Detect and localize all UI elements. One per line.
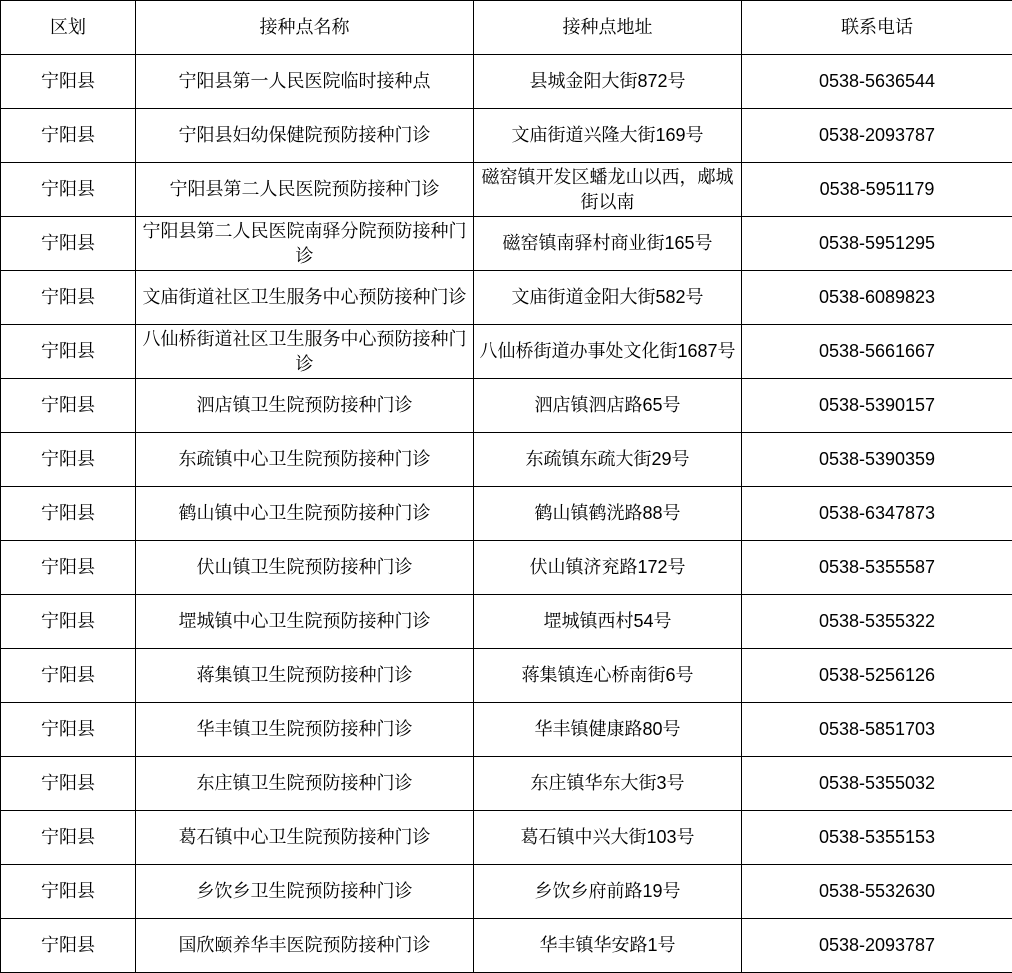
table-body [1, 55, 1012, 973]
cell-address: 伏山镇济兖路172号 [474, 541, 742, 595]
header-site-address: 接种点地址 [474, 1, 742, 55]
table-row [1, 433, 1012, 487]
cell-district: 宁阳县 [1, 595, 136, 649]
cell-site-name: 国欣颐养华丰医院预防接种门诊 [136, 919, 474, 973]
cell-site-name: 葛石镇中心卫生院预防接种门诊 [136, 811, 474, 865]
table-row [1, 541, 1012, 595]
cell-address: 磁窑镇开发区蟠龙山以西，郕城街以南 [474, 163, 742, 217]
cell-address: 东庄镇华东大街3号 [474, 757, 742, 811]
cell-address: 文庙街道兴隆大街169号 [474, 109, 742, 163]
table-row [1, 487, 1012, 541]
cell-address: 磁窑镇南驿村商业街165号 [474, 217, 742, 271]
cell-phone: 0538-5661667 [742, 325, 1012, 379]
cell-site-name: 宁阳县第一人民医院临时接种点 [136, 55, 474, 109]
cell-address: 泗店镇泗店路65号 [474, 379, 742, 433]
cell-district: 宁阳县 [1, 55, 136, 109]
table-row [1, 55, 1012, 109]
cell-phone: 0538-5636544 [742, 55, 1012, 109]
cell-site-name: 华丰镇卫生院预防接种门诊 [136, 703, 474, 757]
cell-site-name: 文庙街道社区卫生服务中心预防接种门诊 [136, 271, 474, 325]
cell-site-name: 堽城镇中心卫生院预防接种门诊 [136, 595, 474, 649]
cell-site-name: 宁阳县妇幼保健院预防接种门诊 [136, 109, 474, 163]
cell-address: 华丰镇健康路80号 [474, 703, 742, 757]
cell-district: 宁阳县 [1, 433, 136, 487]
cell-district: 宁阳县 [1, 757, 136, 811]
table-row [1, 163, 1012, 217]
cell-district: 宁阳县 [1, 865, 136, 919]
header-site-name: 接种点名称 [136, 1, 474, 55]
cell-site-name: 蒋集镇卫生院预防接种门诊 [136, 649, 474, 703]
cell-phone: 0538-5532630 [742, 865, 1012, 919]
cell-address: 蒋集镇连心桥南街6号 [474, 649, 742, 703]
cell-address: 八仙桥街道办事处文化街1687号 [474, 325, 742, 379]
cell-phone: 0538-2093787 [742, 919, 1012, 973]
table-row [1, 865, 1012, 919]
cell-phone: 0538-5390157 [742, 379, 1012, 433]
table-row [1, 325, 1012, 379]
cell-site-name: 东庄镇卫生院预防接种门诊 [136, 757, 474, 811]
header-district: 区划 [1, 1, 136, 55]
header-phone: 联系电话 [742, 1, 1012, 55]
cell-district: 宁阳县 [1, 811, 136, 865]
cell-district: 宁阳县 [1, 163, 136, 217]
cell-site-name: 伏山镇卫生院预防接种门诊 [136, 541, 474, 595]
cell-phone: 0538-5355587 [742, 541, 1012, 595]
cell-district: 宁阳县 [1, 109, 136, 163]
cell-site-name: 乡饮乡卫生院预防接种门诊 [136, 865, 474, 919]
cell-phone: 0538-5355153 [742, 811, 1012, 865]
cell-district: 宁阳县 [1, 649, 136, 703]
cell-phone: 0538-2093787 [742, 109, 1012, 163]
cell-address: 鹤山镇鹤洸路88号 [474, 487, 742, 541]
cell-address: 县城金阳大街872号 [474, 55, 742, 109]
cell-address: 华丰镇华安路1号 [474, 919, 742, 973]
cell-district: 宁阳县 [1, 379, 136, 433]
cell-phone: 0538-5951179 [742, 163, 1012, 217]
cell-phone: 0538-5951295 [742, 217, 1012, 271]
table-row [1, 919, 1012, 973]
table-row [1, 811, 1012, 865]
cell-phone: 0538-6347873 [742, 487, 1012, 541]
cell-phone: 0538-5355322 [742, 595, 1012, 649]
cell-site-name: 宁阳县第二人民医院南驿分院预防接种门诊 [136, 217, 474, 271]
cell-district: 宁阳县 [1, 919, 136, 973]
cell-phone: 0538-5851703 [742, 703, 1012, 757]
cell-phone: 0538-6089823 [742, 271, 1012, 325]
table-row [1, 109, 1012, 163]
cell-district: 宁阳县 [1, 217, 136, 271]
cell-phone: 0538-5256126 [742, 649, 1012, 703]
header-row [1, 1, 1012, 55]
cell-district: 宁阳县 [1, 703, 136, 757]
cell-site-name: 八仙桥街道社区卫生服务中心预防接种门诊 [136, 325, 474, 379]
cell-phone: 0538-5390359 [742, 433, 1012, 487]
cell-site-name: 鹤山镇中心卫生院预防接种门诊 [136, 487, 474, 541]
cell-address: 文庙街道金阳大街582号 [474, 271, 742, 325]
cell-phone: 0538-5355032 [742, 757, 1012, 811]
table-row [1, 271, 1012, 325]
cell-address: 东疏镇东疏大街29号 [474, 433, 742, 487]
cell-district: 宁阳县 [1, 271, 136, 325]
table-row [1, 757, 1012, 811]
cell-address: 乡饮乡府前路19号 [474, 865, 742, 919]
table-row [1, 595, 1012, 649]
cell-site-name: 东疏镇中心卫生院预防接种门诊 [136, 433, 474, 487]
table-row [1, 217, 1012, 271]
cell-address: 堽城镇西村54号 [474, 595, 742, 649]
cell-district: 宁阳县 [1, 325, 136, 379]
cell-district: 宁阳县 [1, 541, 136, 595]
table-row [1, 649, 1012, 703]
cell-address: 葛石镇中兴大街103号 [474, 811, 742, 865]
table-header [1, 1, 1012, 55]
table-row [1, 703, 1012, 757]
table-row [1, 379, 1012, 433]
cell-district: 宁阳县 [1, 487, 136, 541]
cell-site-name: 泗店镇卫生院预防接种门诊 [136, 379, 474, 433]
cell-site-name: 宁阳县第二人民医院预防接种门诊 [136, 163, 474, 217]
